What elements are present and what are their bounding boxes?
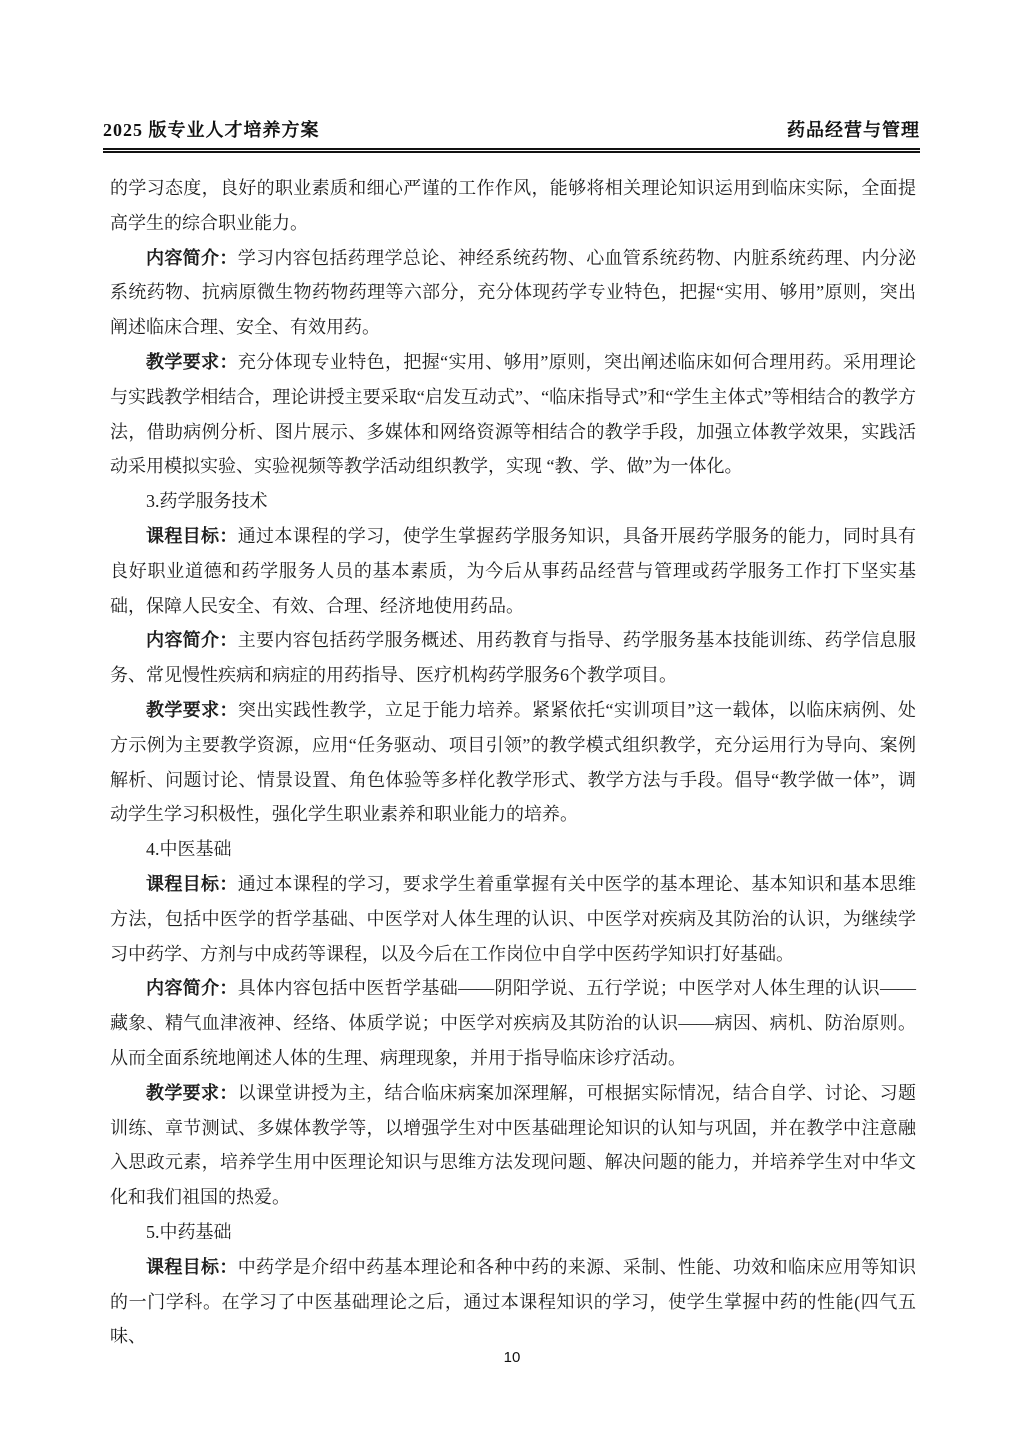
paragraph-label: 内容简介：: [146, 630, 238, 651]
paragraph-text: 学习内容包括药理学总论、神经系统药物、心血管系统药物、内脏系统药理、内分泌系统药物、抗病原微生物药物药理等六部分，充分体现药学专业特色，把握“实用、够用”原则，突出阐述临床合理、安全、有效用药。: [110, 247, 917, 338]
section-heading: 4.中医基础: [146, 839, 232, 860]
paragraph-text: 主要内容包括药学服务概述、用药教育与指导、药学服务基本技能训练、药学信息服务、常见慢性疾病和病症的用药指导、医疗机构药学服务6个教学项目。: [110, 630, 917, 686]
paragraph-label: 内容简介：: [146, 247, 238, 268]
paragraph: [110, 345, 916, 484]
paragraph-text: 中药学是介绍中药基本理论和各种中药的来源、采制、性能、功效和临床应用等知识的一门学科。在学习了中医基础理论之后，通过本课程知识的学习，使学生掌握中药的性能(四气五味、: [110, 1256, 917, 1347]
paragraph-label: 内容简介：: [146, 978, 238, 999]
paragraph-text: 通过本课程的学习，要求学生着重掌握有关中医学的基本理论、基本知识和基本思维方法，包括中医学的哲学基础、中医学对人体生理的认识、中医学对疾病及其防治的认识，为继续学习中药学、方剂与中成药等课程，以及今后在工作岗位中自学中医药学知识打好基础。: [110, 873, 917, 964]
page-footer: [0, 1349, 1024, 1366]
header-left-title: 2025 版专业人才培养方案: [103, 120, 320, 140]
paragraph-text: 以课堂讲授为主，结合临床病案加深理解，可根据实际情况，结合自学、讨论、习题训练、章节测试、多媒体教学等，以增强学生对中医基础理论知识的认知与巩固，并在教学中注意融入思政元素，培养学生用中医理论知识与思维方法发现问题、解决问题的能力，并培养学生对中华文化和我们祖国的热爱。: [110, 1082, 917, 1208]
paragraph-label: 课程目标：: [146, 873, 238, 894]
page-number: 10: [503, 1349, 521, 1366]
paragraph-label: 课程目标：: [146, 525, 238, 546]
section-heading: 5.中药基础: [146, 1221, 232, 1242]
paragraph-text: 具体内容包括中医哲学基础——阴阳学说、五行学说；中医学对人体生理的认识——藏象、精气血津液神、经络、体质学说；中医学对疾病及其防治的认识——病因、病机、防治原则。从而全面系统地阐述人体的生理、病理现象，并用于指导临床诊疗活动。: [110, 978, 916, 1068]
paragraph-text: 通过本课程的学习，使学生掌握药学服务知识，具备开展药学服务的能力，同时具有良好职业道德和药学服务人员的基本素质，为今后从事药品经营与管理或药学服务工作打下坚实基础，保障人民安全、有效、合理、经济地使用药品。: [110, 525, 917, 616]
page-header: [103, 116, 920, 153]
paragraph-text: 充分体现专业特色，把握“实用、够用”原则，突出阐述临床如何合理用药。采用理论与实践教学相结合，理论讲授主要采取“启发互动式”、“临床指导式”和“学生主体式”等相结合的教学方法，借助病例分析、图片展示、多媒体和网络资源等相结合的教学手段，加强立体教学效果，实践活动采用模拟实验、实验视频等教学活动组织教学，实现 “教、学、做”为一体化。: [110, 351, 916, 477]
paragraph: [110, 1076, 916, 1215]
paragraph: [110, 971, 916, 1075]
paragraph-label: 课程目标：: [146, 1256, 238, 1277]
paragraph-label: 教学要求：: [146, 351, 238, 372]
section-heading: 3.药学服务技术: [146, 491, 268, 512]
paragraph: [110, 519, 916, 623]
paragraph: 的学习态度，良好的职业素质和细心严谨的工作作风，能够将相关理论知识运用到临床实际，全面提高学生的综合职业能力。: [110, 178, 916, 233]
paragraph: [110, 623, 916, 693]
paragraph: [110, 867, 916, 971]
paragraph: [110, 241, 916, 345]
header-right-title: 药品经营与管理: [787, 120, 920, 140]
paragraph: [110, 693, 916, 832]
document-body: [110, 171, 916, 1354]
paragraph-label: 教学要求：: [146, 1082, 238, 1103]
paragraph-label: 教学要求：: [146, 699, 238, 720]
paragraph: [110, 1250, 916, 1354]
paragraph-text: 突出实践性教学，立足于能力培养。紧紧依托“实训项目”这一载体，以临床病例、处方示例为主要教学资源，应用“任务驱动、项目引领”的教学模式组织教学，充分运用行为导向、案例解析、问题讨论、情景设置、角色体验等多样化教学形式、教学方法与手段。倡导“教学做一体”，调动学生学习积极性，强化学生职业素养和职业能力的培养。: [110, 699, 916, 825]
